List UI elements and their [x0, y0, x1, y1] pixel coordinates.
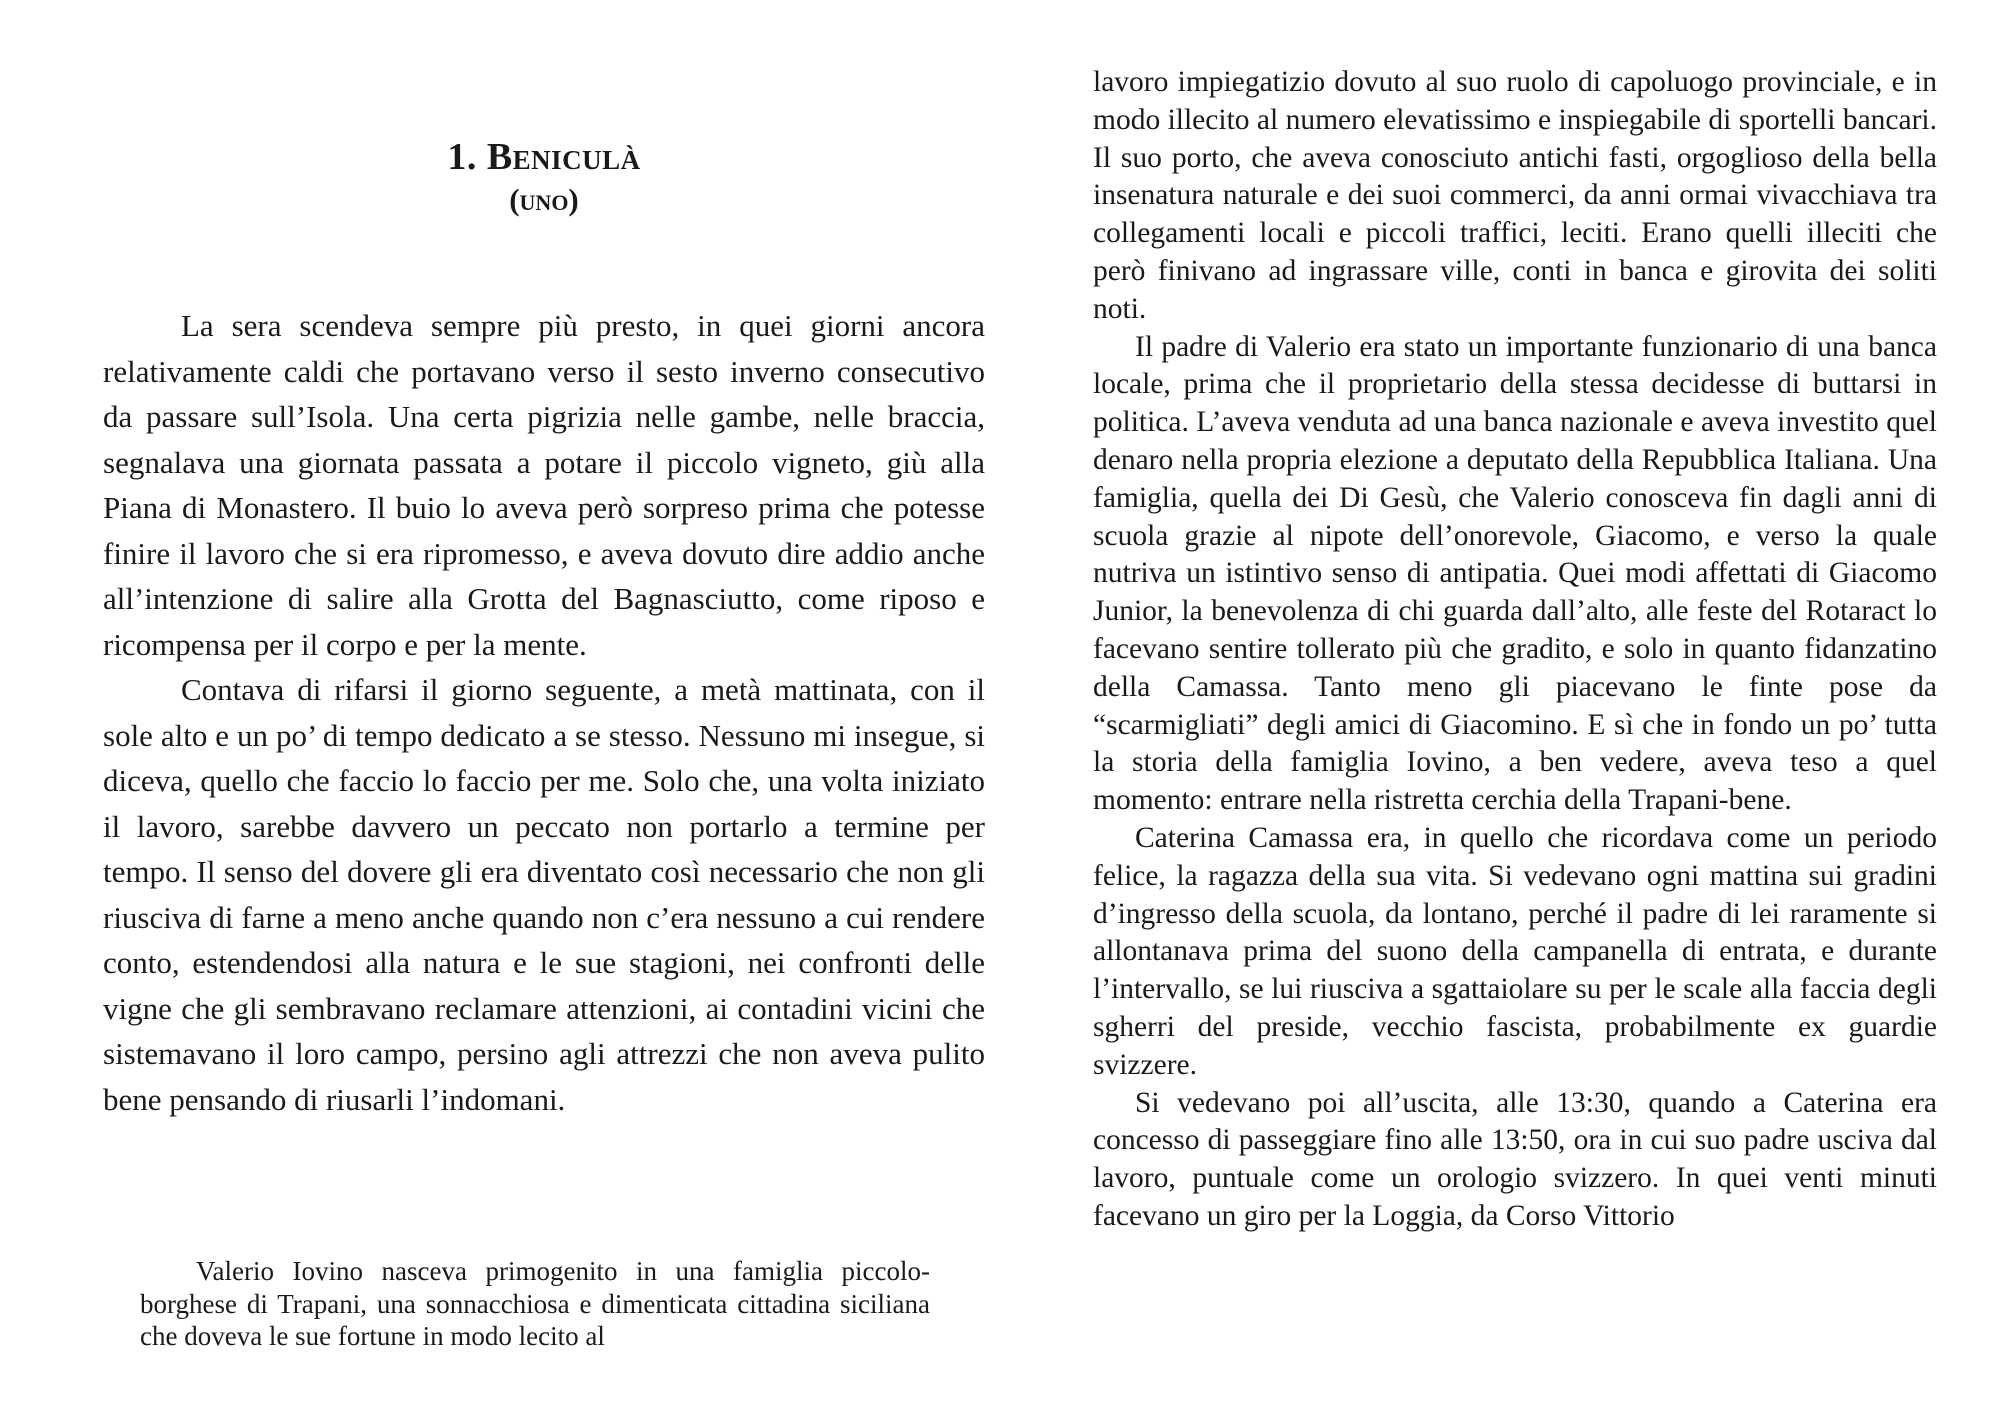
chapter-subtitle: (uno)	[509, 182, 579, 217]
excerpt-block	[140, 1255, 930, 1353]
paragraph: Caterina Camassa era, in quello che ricordava come un periodo felice, la ragazza della sua vita. Si vedevano ogni mattina sui gradini d’ingresso della scuola, da lontano, perché il padre di lei raramente si allontanava prima del suono della campanella di entrata, e durante l’intervallo, se lui riusciva a sgattaiolare su per le scale alla faccia degli sgherri del preside, vecchio fascista, probabilmente ex guardie svizzere.	[1093, 821, 1937, 1081]
chapter-heading	[103, 134, 985, 220]
paragraph: Si vedevano poi all’uscita, alle 13:30, quando a Caterina era concesso di passeggiare fino alle 13:50, ora in cui suo padre usciva dal lavoro, puntuale come un orologio svizzero. In quei venti minuti facevano un giro per la Loggia, da Corso Vittorio	[1093, 1086, 1937, 1232]
right-page	[1000, 0, 2000, 1425]
paragraph-continued: lavoro impiegatizio dovuto al suo ruolo di capoluogo provinciale, e in modo illecito al numero elevatissimo e inspiegabile di sportelli bancari. Il suo porto, che aveva conosciuto antichi fasti, orgoglioso della bella insenatura naturale e dei suoi commerci, da anni ormai vivacchiava tra collegamenti locali e piccoli traffici, leciti. Erano quelli illeciti che però finivano ad ingrassare ville, conti in banca e girovita dei soliti noti.	[1093, 66, 1937, 325]
paragraph: La sera scendeva sempre più presto, in quei giorni ancora relativamente caldi che portavano verso il sesto inverno consecutivo da passare sull’Isola. Una certa pigrizia nelle gambe, nelle braccia, segnalava una giornata passata a potare il piccolo vigneto, giù alla Piana di Monastero. Il buio lo aveva però sorpreso prima che potesse finire il lavoro che si era ripromesso, e aveva dovuto dire addio anche all’intenzione di salire alla Grotta del Bagnasciutto, come riposo e ricompensa per il corpo e per la mente.	[103, 308, 985, 662]
right-body-text	[1093, 64, 1937, 1236]
paragraph: Il padre di Valerio era stato un importante funzionario di una banca locale, prima che il proprietario della stessa decidesse di buttarsi in politica. L’aveva venduta ad una banca nazionale e aveva investito quel denaro nella propria elezione a deputato della Repubblica Italiana. Una famiglia, quella dei Di Gesù, che Valerio conosceva fin dagli anni di scuola grazie al nipote dell’onorevole, Giacomo, e verso la quale nutriva un istintivo senso di antipatia. Quei modi affettati di Giacomo Junior, la benevolenza di chi guarda dall’alto, alle feste del Rotaract lo facevano sentire tollerato più che gradito, e solo in quanto fidanzatino della Camassa. Tanto meno gli piacevano le finte pose da “scarmigliati” degli amici di Giacomino. E sì che in fondo un po’ tutta la storia della famiglia Iovino, a ben vedere, aveva teso a quel momento: entrare nella ristretta cerchia della Trapani-bene.	[1093, 330, 1937, 817]
paragraph: Contava di rifarsi il giorno seguente, a metà mattinata, con il sole alto e un po’ di tempo dedicato a se stesso. Nessuno mi insegue, si diceva, quello che faccio lo faccio per me. Solo che, una volta iniziato il lavoro, sarebbe davvero un peccato non portarlo a termine per tempo. Il senso del dovere gli era diventato così necessario che non gli riusciva di farne a meno anche quando non c’era nessuno a cui rendere conto, estendendosi alla natura e le sue stagioni, nei confronti delle vigne che gli sembravano reclamare attenzioni, ai contadini vicini che sistemavano il loro campo, persino agli attrezzi che non aveva pulito bene pensando di riusarli l’indomani.	[103, 672, 985, 1117]
excerpt-paragraph: Valerio Iovino nasceva primogenito in una famiglia piccolo-borghese di Trapani, una sonnacchiosa e dimenticata cittadina siciliana che doveva le sue fortune in modo lecito al	[140, 1256, 930, 1351]
chapter-title: 1. Beniculà	[447, 136, 641, 178]
left-body-text	[103, 303, 985, 1122]
